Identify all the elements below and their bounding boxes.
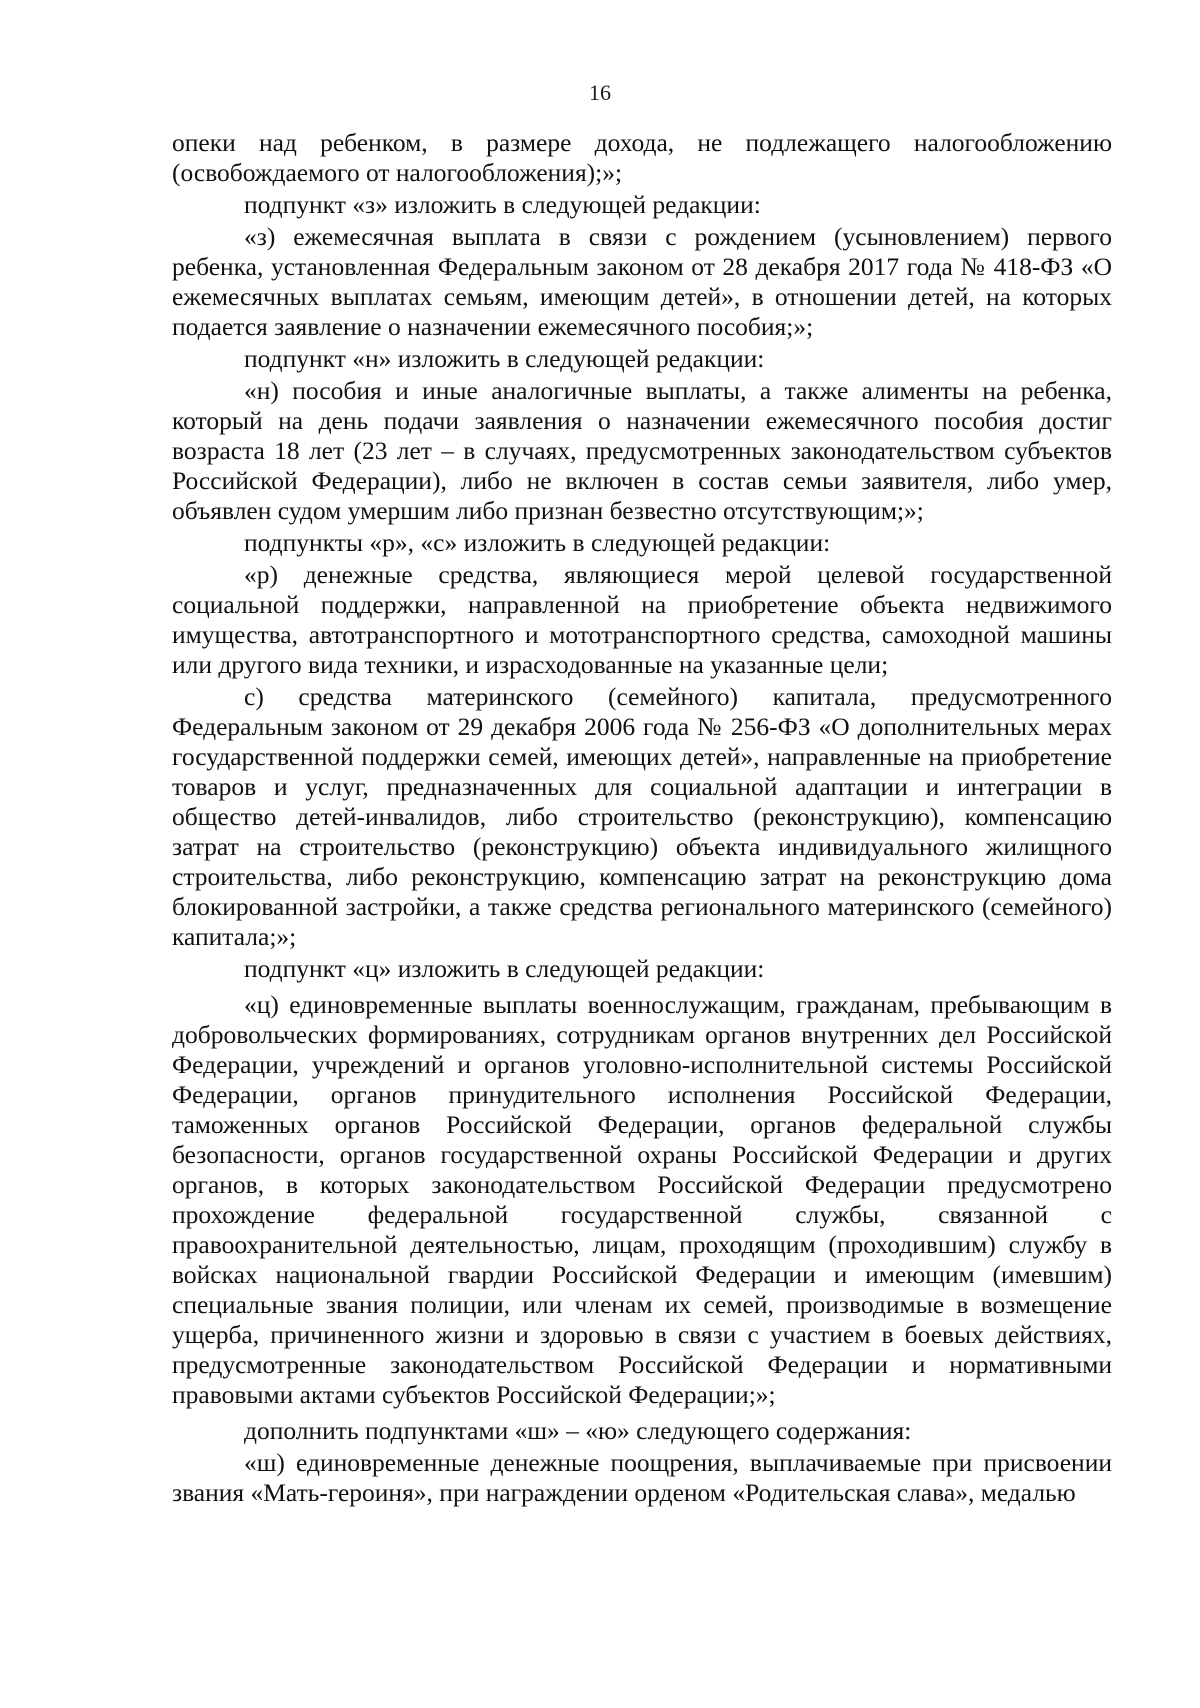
paragraph-5: «н) пособия и иные аналогичные выплаты, а также алименты на ребенка, который на день подачи заявления о назначении ежемесячного пособия достиг возраста 18 лет (23 лет – в случаях, предусмотренных законодательством субъектов Российской Федерации), либо не включен в состав семьи заявителя, либо умер, объявлен судом умершим либо признан безвестно отсутствующим;»; xyxy=(172,376,1112,525)
paragraph-8: с) средства материнского (семейного) капитала, предусмотренного Федеральным законом от 29 декабря 2006 года № 256-ФЗ «О дополнительных мерах государственной поддержки семей, имеющих детей», направленные на приобретение товаров и услуг, предназначенных для социальной адаптации и интеграции в общество детей-инвалидов, либо строительство (реконструкцию), компенсацию затрат на строительство (реконструкцию) объекта индивидуального жилищного строительства, либо реконструкцию, компенсацию затрат на реконструкцию дома блокированной застройки, а также средства регионального материнского (семейного) капитала;»; xyxy=(172,682,1112,951)
paragraph-7: «р) денежные средства, являющиеся мерой целевой государственной социальной поддержки, направленной на приобретение объекта недвижимого имущества, автотранспортного и мототранспортного средства, самоходной машины или другого вида техники, и израсходованные на указанные цели; xyxy=(172,560,1112,679)
document-body xyxy=(172,128,1112,1510)
paragraph-12: «ш) единовременные денежные поощрения, выплачиваемые при присвоении звания «Мать-героиня», при награждении орденом «Родительская слава», медалью xyxy=(172,1448,1112,1507)
paragraph-11: дополнить подпунктами «ш» – «ю» следующего содержания: xyxy=(244,1416,912,1445)
paragraph-4: подпункт «н» изложить в следующей редакции: xyxy=(244,344,765,373)
paragraph-6: подпункты «р», «с» изложить в следующей редакции: xyxy=(244,528,831,557)
paragraph-3: «з) ежемесячная выплата в связи с рождением (усыновлением) первого ребенка, установленная Федеральным законом от 28 декабря 2017 года № 418-ФЗ «О ежемесячных выплатах семьям, имеющим детей», в отношении детей, на которых подается заявление о назначении ежемесячного пособия;»; xyxy=(172,222,1112,341)
paragraph-10: «ц) единовременные выплаты военнослужащим, гражданам, пребывающим в добровольческих формированиях, сотрудникам органов внутренних дел Российской Федерации, учреждений и органов уголовно-исполнительной системы Российской Федерации, органов принудительного исполнения Российской Федерации, таможенных органов Российской Федерации, органов федеральной службы безопасности, органов государственной охраны Российской Федерации и других органов, в которых законодательством Российской Федерации предусмотрено прохождение федеральной государственной службы, связанной с правоохранительной деятельностью, лицам, проходящим (проходившим) службу в войсках национальной гвардии Российской Федерации и имеющим (имевшим) специальные звания полиции, или членам их семей, производимые в возмещение ущерба, причиненного жизни и здоровью в связи с участием в боевых действиях, предусмотренные законодательством Российской Федерации и нормативными правовыми актами субъектов Российской Федерации;»; xyxy=(172,990,1112,1409)
paragraph-1: опеки над ребенком, в размере дохода, не подлежащего налогообложению (освобождаемого от налогообложения);»; xyxy=(172,128,1112,187)
paragraph-2: подпункт «з» изложить в следующей редакции: xyxy=(244,190,761,219)
page-number: 16 xyxy=(589,80,611,105)
paragraph-9: подпункт «ц» изложить в следующей редакции: xyxy=(244,954,765,983)
